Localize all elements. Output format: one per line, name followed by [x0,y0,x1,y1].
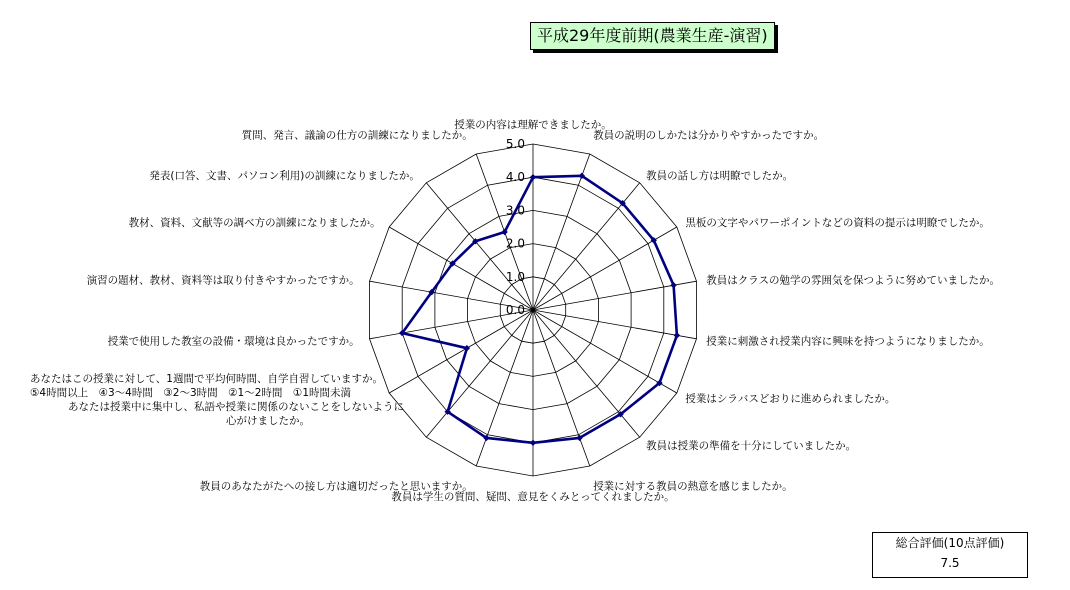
category-label: 授業に対する教員の熱意を感じましたか。 [593,480,793,493]
category-label: 教員の説明のしかたは分かりやすかったですか。 [593,129,825,142]
overall-score-label: 総合評価(10点評価) [895,536,1005,550]
series-point [530,440,536,446]
overall-score-value: 7.5 [940,556,960,570]
category-label: 授業はシラバスどおりに進められましたか。 [685,393,896,405]
overall-score-box [872,532,1028,578]
category-label: 黒板の文字やパワーポイントなどの資料の提示は明瞭でしたか。 [685,217,990,229]
category-label: 授業の内容は理解できましたか。 [454,119,612,131]
tick-label: 1.0 [505,269,525,284]
category-label: 授業に刺激され授業内容に興味を持つようになりましたか。 [706,335,990,348]
category-label: 演習の題材、教材、資料等は取り付きやすかったですか。 [86,274,360,287]
category-label: 教員の話し方は明瞭でしたか。 [646,170,794,183]
category-label: 教材、資料、文献等の調べ方の訓練になりましたか。 [128,217,381,229]
series-point [464,345,470,351]
radar-series [399,173,680,446]
self-study-question-note [30,372,404,428]
category-label: 教員はクラスの勉学の雰囲気を保つように努めていましたか。 [706,274,1000,287]
series-line [402,176,677,443]
note-line: あなたは授業中に集中し、私語や授業に関係のないことをしないように [68,401,404,413]
category-label: 授業で使用した教室の設備・環境は良かったですか。 [107,335,360,348]
series-point [674,332,680,338]
category-label: 教員のあなたがたへの接し方は適切だったと思いますか。 [199,480,473,493]
chart-title: 平成29年度前期(農業生産-演習) [530,22,775,50]
tick-label: 0.0 [505,303,525,317]
note-line: 心がけましたか。 [226,415,310,427]
category-label: 教員は授業の準備を十分にしていましたか。 [646,439,857,452]
tick-label: 4.0 [505,170,525,185]
tick-label: 3.0 [505,203,525,218]
note-line: あなたはこの授業に対して、1週間で平均何時間、自学自習していますか。 [30,373,383,385]
note-line: ⑤4時間以上 ④3～4時間 ③2～3時間 ②1～2時間 ①1時間未満 [30,387,352,399]
tick-label: 5.0 [505,137,525,151]
category-label: 教員は学生の質問、疑問、意見をくみとってくれましたか。 [391,491,675,503]
tick-label: 2.0 [505,236,525,251]
category-label: 質問、発言、議論の仕方の訓練になりましたか。 [241,129,473,142]
category-label: 発表(口答、文書、パソコン利用)の訓練になりましたか。 [149,170,420,183]
radar-tick-labels [506,137,525,317]
